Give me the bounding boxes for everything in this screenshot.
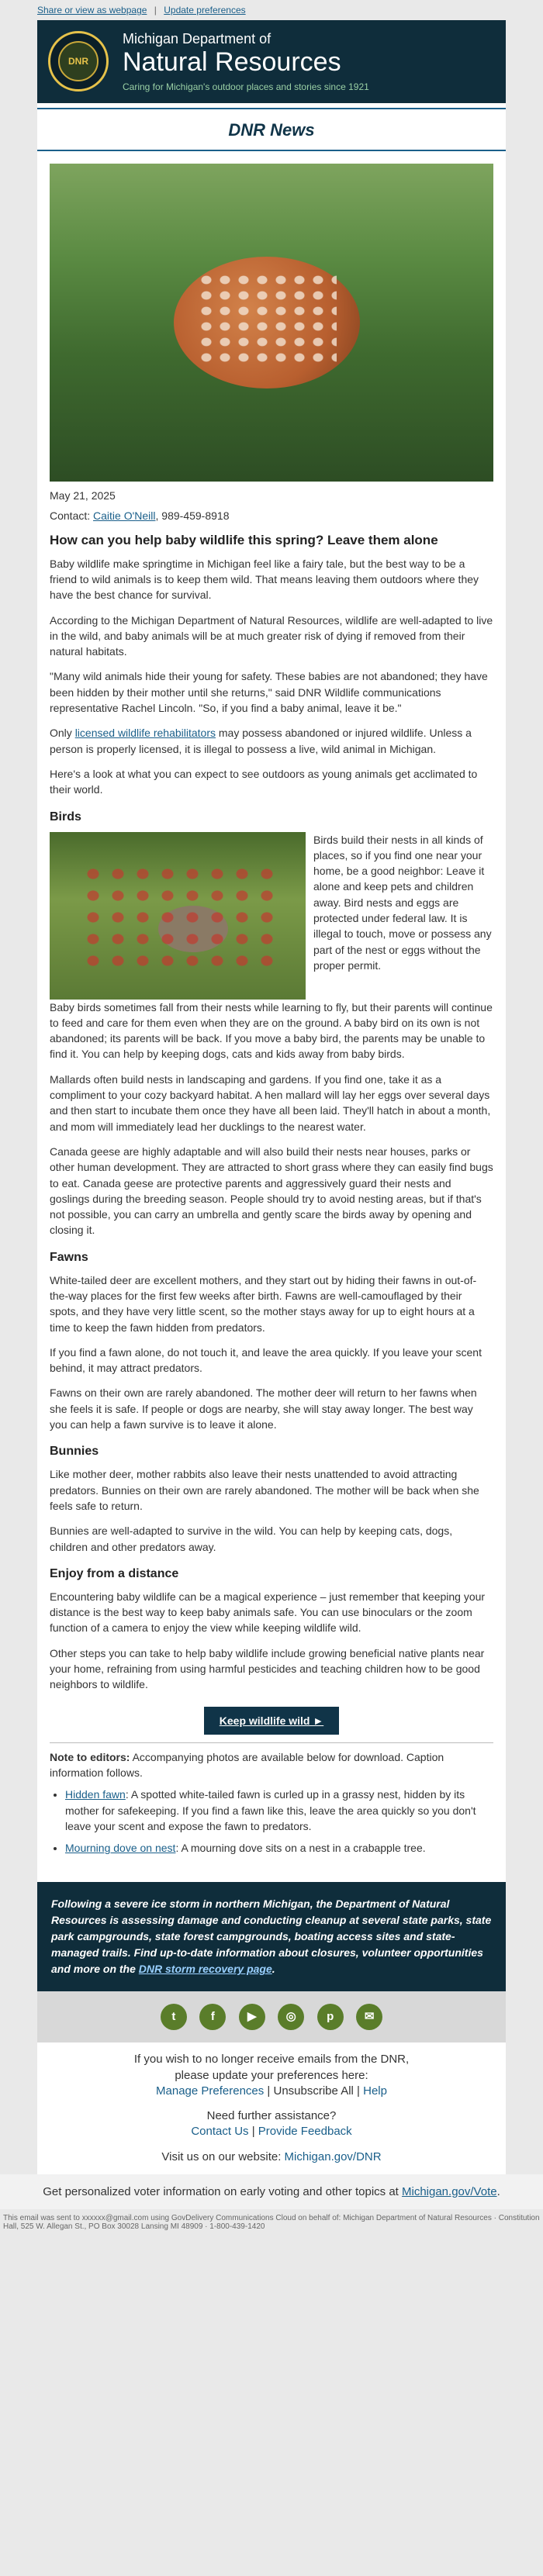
instagram-icon[interactable]: ◎ (278, 2004, 304, 2030)
content (37, 156, 506, 1877)
birds-paragraph-3: Mallards often build nests in landscaping and gardens. If you find one, take it as a compliment to your cozy backyard habitat. A hen mallard will lay her eggs over several days and then start to incubate them once they have all been laid. They'll hatch in about a month, and mom will immediately lead her ducklings to the nearest water. (50, 1072, 491, 1133)
separator: | (264, 2084, 274, 2098)
share-link[interactable]: Share or view as webpage (37, 5, 147, 16)
logo-emblem: DNR (58, 41, 99, 81)
storm-banner (37, 1882, 506, 1991)
voter-info (0, 2174, 543, 2209)
voter-text: Get personalized voter information on early voting and other topics at (43, 2184, 402, 2198)
paragraph-5: Here's a look at what you can expect to see outdoors as young animals get acclimated to their world. (50, 767, 478, 796)
footer-line1: If you wish to no longer receive emails from the DNR, (133, 2053, 410, 2067)
contact-us-link[interactable]: Contact Us (191, 2125, 249, 2139)
email-frame (37, 20, 506, 2174)
header-tagline: Caring for Michigan's outdoor places and stories since 1921 (123, 81, 369, 92)
p4-post: may possess abandoned or injured wildlife. Unless a person is properly licensed, it is illegal to possess a live, wild animal in Michigan. (50, 727, 472, 755)
keep-wildlife-wild-button[interactable]: Keep wildlife wild ► (204, 1707, 339, 1735)
footer (37, 2042, 506, 2174)
contact-name-link[interactable]: Caitie O'Neill (93, 509, 156, 522)
birds-paragraph-2: Baby birds sometimes fall from their nests while learning to fly, but their parents will continue to feed and care for them even when they are on the ground. A baby bird on its own is not abandoned; its parents will be back. If you move a baby bird, the parents may be unable to find it. You can help by keeping dogs, cats and kids away from baby birds. (50, 1000, 493, 1061)
header-text (123, 31, 369, 92)
youtube-icon[interactable]: ▶ (239, 2004, 265, 2030)
note-caption: : A mourning dove sits on a nest in a crabapple tree. (175, 1842, 426, 1855)
birds-block (50, 832, 493, 1000)
notes-intro (50, 1749, 493, 1781)
facebook-icon[interactable]: f (199, 2004, 226, 2030)
list-item (65, 1787, 493, 1834)
paragraph-3: "Many wild animals hide their young for safety. These babies are not abandoned; they have been hidden by their mother until she returns," said DNR Wildlife communications representative Rachel Lincoln. "So, if you find a baby animal, leave it be." (50, 670, 488, 715)
bunnies-paragraph-2: Bunnies are well-adapted to survive in the wild. You can help by keeping cats, dogs, children and other predators away. (50, 1525, 453, 1553)
fawn-shape (174, 257, 360, 388)
notes-list (50, 1787, 493, 1856)
website-line (37, 2150, 506, 2165)
notes-text: Accompanying photos are available below for download. Caption information follows. (50, 1750, 444, 1779)
birds-side-text: Birds build their nests in all kinds of places, so if you find one near your home, be a good neighbor: Leave it alone and keep pets and children away. Bird nests and eggs are protected under federal law. It is illegal to touch, move or possess any part of the nest or eggs without the proper permit. (313, 833, 492, 972)
bunnies-heading: Bunnies (50, 1445, 99, 1459)
bird-image (50, 832, 306, 1000)
list-item (65, 1840, 493, 1856)
paragraph-1: Baby wildlife make springtime in Michigan feel like a fairy tale, but the best way to be a friend to wild animals is to keep them wild. That means leaving them outdoors where they have the best chance for survival. (50, 557, 479, 602)
footer-line2: please update your preferences here: (175, 2068, 368, 2082)
website-prefix: Visit us on our website: (161, 2150, 285, 2163)
fawns-paragraph-1: White-tailed deer are excellent mothers, and they start out by hiding their fawns in out-of-the-way places for the first few weeks after birth. Fawns are well-camouflaged by their spots, and they have very little scent, so the mother stays away for up to eight hours at a time to keep the fawn hidden from predators. (50, 1273, 477, 1334)
contact-line (50, 509, 493, 522)
header-top: Michigan Department of (123, 31, 272, 47)
distance-paragraph-1: Encountering baby wildlife can be a magical experience – just remember that keeping your distance is the best way to keep baby animals safe. You can use binoculars or the zoom function of a camera to enjoy the view while keeping wildlife wild. (50, 1590, 486, 1635)
update-preferences-link[interactable]: Update preferences (164, 5, 246, 16)
contact-links (37, 2124, 506, 2139)
notes-label: Note to editors: (50, 1750, 130, 1763)
banner-text: Following a severe ice storm in northern Michigan, the Department of Natural Resources is assessing damage and conducting cleanup at several state parks, state park campgrounds, state forest campgrounds, boating access sites and state-managed trails. Find up-to-date information about closures, volunteer opportunities and more on the (51, 1897, 492, 1976)
distance-paragraph-2: Other steps you can take to help baby wildlife include growing beneficial native plants near your home, refraining from using harmful pesticides and teaching children how to be good neighbors to wildlife. (50, 1646, 485, 1691)
editor-notes (50, 1742, 493, 1856)
fawns-paragraph-2: If you find a fawn alone, do not touch it, and leave the area quickly. If you leave your scent behind, it may attract predators. (50, 1345, 482, 1375)
fawns-heading: Fawns (50, 1250, 88, 1264)
paragraph-4 (50, 725, 493, 757)
article-title: How can you help baby wildlife this spring? Leave them alone (50, 532, 438, 547)
paragraph-2: According to the Michigan Department of Natural Resources, wildlife are well-adapted to live in the wild, and baby animals will be at much greater risk of dying if removed from their natural habitats. (50, 613, 493, 658)
separator: | (353, 2084, 364, 2098)
section-title: DNR News (37, 108, 506, 151)
hero-image-fawn (50, 164, 493, 482)
distance-heading: Enjoy from a distance (50, 1566, 179, 1580)
assist-line: Need further assistance? (206, 2109, 337, 2123)
contact-phone: , 989-459-8918 (155, 509, 230, 522)
article-date: May 21, 2025 (50, 489, 116, 502)
dnr-logo (48, 31, 109, 92)
mourning-dove-link[interactable]: Mourning dove on nest (65, 1842, 176, 1855)
fawns-paragraph-3: Fawns on their own are rarely abandoned. The mother deer will return to her fawns when she feels it is safe. If people or dogs are nearby, she will stay away longer. The best way you can help a fawn survive is to leave it alone. (50, 1386, 477, 1431)
provide-feedback-link[interactable]: Provide Feedback (258, 2125, 352, 2139)
unsubscribe-link[interactable]: Unsubscribe All (273, 2084, 354, 2098)
storm-recovery-link[interactable]: DNR storm recovery page (138, 1963, 272, 1976)
help-link[interactable]: Help (363, 2084, 387, 2098)
separator: | (248, 2125, 258, 2139)
header-main: Natural Resources (123, 47, 341, 77)
footer-links (37, 2084, 506, 2099)
separator: | (154, 5, 157, 16)
hidden-fawn-link[interactable]: Hidden fawn (65, 1788, 126, 1801)
vote-link[interactable]: Michigan.gov/Vote (402, 2184, 497, 2198)
rehabilitators-link[interactable]: licensed wildlife rehabilitators (74, 727, 216, 740)
bunnies-paragraph-1: Like mother deer, mother rabbits also leave their nests unattended to avoid attracting predators. Bunnies on their own are rarely abandoned. The mother will be back when she feels safe to return. (50, 1468, 479, 1512)
banner-end: . (272, 1963, 275, 1976)
contact-label: Contact: (50, 509, 91, 522)
p4-pre: Only (50, 727, 75, 740)
manage-preferences-link[interactable]: Manage Preferences (156, 2084, 265, 2098)
email-icon[interactable]: ✉ (356, 2004, 382, 2030)
social-icons (37, 1991, 506, 2042)
birds-heading: Birds (50, 810, 81, 824)
button-wrap (50, 1707, 493, 1735)
header (37, 20, 506, 103)
pinterest-icon[interactable]: p (317, 2004, 344, 2030)
dnr-website-link[interactable]: Michigan.gov/DNR (284, 2150, 382, 2163)
twitter-icon[interactable]: t (161, 2004, 187, 2030)
top-links (0, 0, 543, 20)
fine-print: This email was sent to xxxxxx@gmail.com using GovDelivery Communications Cloud on behalf of: Michigan Department of Natural Resources · Constitution Hall, 525 W. Allegan St., PO Box 30028 Lansing MI 48909 · 1-800-439-1420 (3, 2213, 540, 2231)
note-caption: : A spotted white-tailed fawn is curled up in a grassy nest, hidden by its mother for safekeeping. If you find a fawn like this, leave the area quickly so you don't leave your scent and expose the fawn to predators. (65, 1788, 476, 1832)
voter-end: . (496, 2184, 500, 2198)
birds-paragraph-4: Canada geese are highly adaptable and will also build their nests near houses, parks or other human development. They are attracted to short grass where they can easily find bugs to eat. Canada geese are protective parents and aggressively guard their nests and goslings during the breeding season. People should try to avoid nesting areas, but if that's not possible, you can carry an umbrella and gently scare the birds away by opening and closing it. (50, 1145, 493, 1237)
